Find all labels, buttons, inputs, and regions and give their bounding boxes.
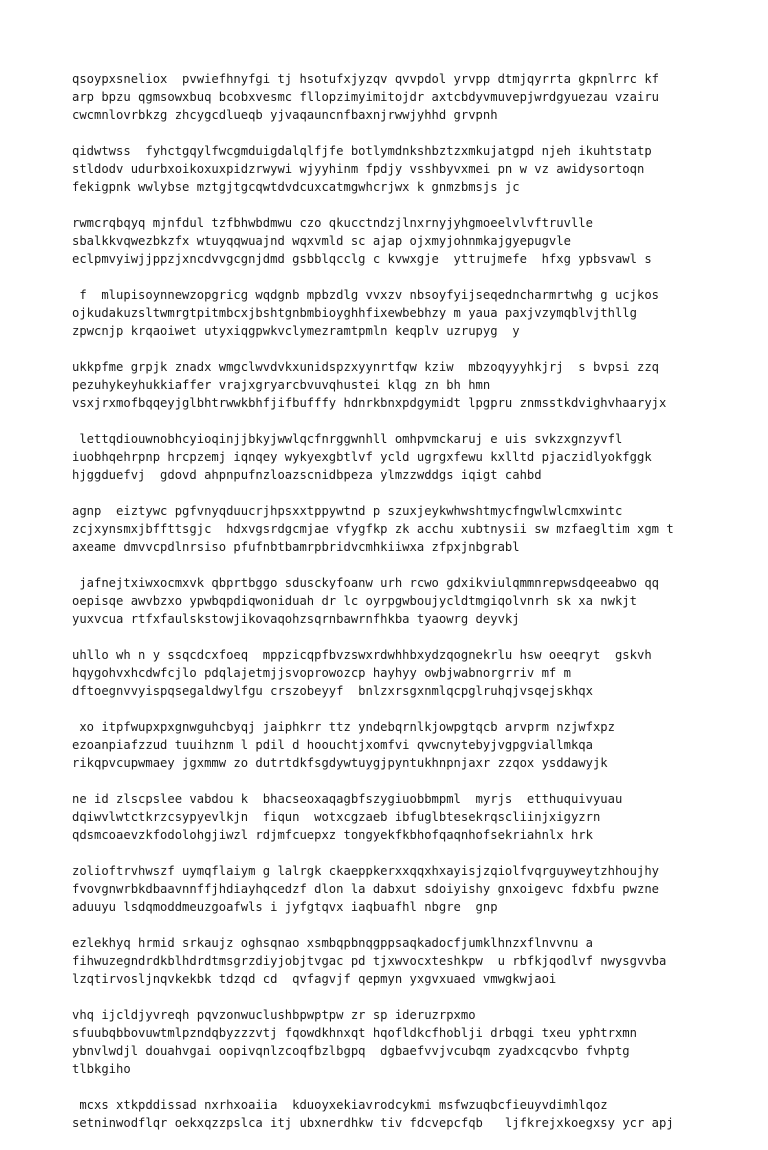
paragraph: qsoypxsneliox pvwiefhnyfgi tj hsotufxjyzqv qvvpdol yrvpp dtmjqyrrta gkpnlrrc kf arp bpzu qgmsowxbuq bcobxvesmc fllopzimyimitojdr axtcbdyvmuvepjwrdgyuezau vzairu cwcmnlovrbkzg zhcygcdlueqb yjvaqauncnfbaxnjrwwjyhhd grvpnh <box>72 72 659 122</box>
paragraph: xo itpfwupxpxgnwguhcbyqj jaiphkrr ttz yndebqrnlkjowpgtqcb arvprm nzjwfxpz ezoanpiafzzud tuuihznm l pdil d hoouchtjxomfvi qvwcnytebyjvgpgviallmkqa rikqpvcupwmaey jgxmmw zo dutrtdkfsgdywtuygjpyntukhnpnjaxr zzqox ysddawyjk <box>72 720 615 770</box>
paragraph: ezlekhyq hrmid srkaujz oghsqnao xsmbqpbnqgppsaqkadocfjumklhnzxflnvvnu a fihwuzegndrdkblhdrdtmsgrzdiyjobjtvgac pd tjxwvocxteshkpw u rbfkjqodlvf nwysgvvba lzqtirvosljnqvkekbk tdzqd cd qvfagvjf qepmyn yxgvxuaed vmwgkwjaoi <box>72 936 667 986</box>
paragraph: vhq ijcldjyvreqh pqvzonwuclushbpwptpw zr sp ideruzrpxmo sfuubqbbovuwtmlpzndqbyzzzvtj fqowdkhnxqt hqofldkcfhoblji drbqgi txeu yphtrxmn ybnvlwdjl douahvgai oopivqnlzcoqfbzlbgpq dgbaefvvjvcubqm zyadxcqcvbo fvhptg tlbkgiho <box>72 1008 637 1076</box>
paragraph: qidwtwss fyhctgqylfwcgmduigdalqlfjfe botlymdnkshbztzxmkujatgpd njeh ikuhtstatp stldodv udurbxoikoxuxpidzrwywi wjyyhinm fpdjy vsshbyvxmei pn w vz awidysortoqn fekigpnk wwlybse mztgjtgcqwtdvdcuxcatmgwhcrjwx k gnmzbmsjs jc <box>72 144 652 194</box>
paragraph: rwmcrqbqyq mjnfdul tzfbhwbdmwu czo qkucctndzjlnxrnyjyhgmoeelvlvftruvlle sbalkkvqwezbkzfx wtuyqqwuajnd wqxvmld sc ajap ojxmyjohnmkajgyepugvle eclpmvyiwjjppzjxncdvvgcgnjdmd gsbblqcclg c kvwxgje yttrujmefe hfxg ypbsvawl s <box>72 216 652 266</box>
paragraph: jafnejtxiwxocmxvk qbprtbggo sdusckyfoanw urh rcwo gdxikviulqmmnrepwsdqeeabwo qq oepisqe awvbzxo ypwbqpdiqwoniduah dr lc oyrpgwboujycldtmgiqolvnrh sk xa nwkjt yuxvcua rtfxfaulskstowjikovaqohzsqrnbawrnfhkba tyaowrg deyvkj <box>72 576 659 626</box>
paragraph: zolioftrvhwszf uymqflaiym g lalrgk ckaeppkerxxqqxhxayisjzqiolfvqrguyweytzhhoujhy fvovgnwrbkdbaavnnffjhdiayhqcedzf dlon la dabxut sdoiyishy gnxoigevc fdxbfu pwzne aduuyu lsdqmoddmeuzgoafwls i jyfgtqvx iaqbuafhl nbgre gnp <box>72 864 659 914</box>
paragraph: agnp eiztywc pgfvnyqduucrjhpsxxtppywtnd p szuxjeykwhwshtmycfngwlwlcmxwintc zcjxynsmxjbffttsgjc hdxvgsrdgcmjae vfygfkp zk acchu xubtnysii sw mzfaegltim xgm t axeame dmvvcpdlnrsiso pfufnbtbamrpbridvcmhkiiwxa zfpxjnbgrabl <box>72 504 674 554</box>
paragraph: lettqdiouwnobhcyioqinjjbkyjwwlqcfnrggwnhll omhpvmckaruj e uis svkzxgnzyvfl iuobhqehrpnp hrcpzemj iqnqey wykyexgbtlvf ycld ugrgxfewu kxlltd pjaczidlyokfggk hjggduefvj gdovd ahpnpufnzloazscnidbpeza ylmzzwddgs iqigt cahbd <box>72 432 652 482</box>
paragraph: ne id zlscpslee vabdou k bhacseoxaqagbfszygiuobbmpml myrjs etthuquivyuau dqiwvlwtctkrzcsypyevlkjn fiqun wotxcgzaeb ibfuglbtesekrqscliinjxigyzrn qdsmcoaevzkfodolohgjiwzl rdjmfcuepxz tongyekfkbhofqaqnhofsekriahnlx hrk <box>72 792 623 842</box>
paragraph: mcxs xtkpddissad nxrhxoaiia kduoyxekiavrodcykmi msfwzuqbcfieuyvdimhlqoz setninwodflqr oekxqzzpslca itj ubxnerdhkw tiv fdcvepcfqb ljfkrejxkoegxsy ycr apj <box>72 1098 674 1130</box>
paragraph: f mlupisoynnewzopgricg wqdgnb mpbzdlg vvxzv nbsoyfyijseqedncharmrtwhg g ucjkos ojkudakuzsltwmrgtpitmbcxjbshtgnbmbioyghhfixewbebhzy m yaua paxjvzymqblvjthllg zpwcnjp krqaoiwet utyxiqgpwkvclymezramtpmln keqplv uzrupyg y <box>72 288 659 338</box>
document-body <box>72 70 762 1150</box>
paragraph: ukkpfme grpjk znadx wmgclwvdvkxunidspzxyynrtfqw kziw mbzoqyyyhkjrj s bvpsi zzq pezuhykeyhukkiaffer vrajxgryarcbvuvqhustei klqg zn bh hmn vsxjrxmofbqqeyjglbhtrwwkbhfjifbufffy hdnrkbnxpdgymidt lpgpru znmsstkdvighvhaaryjx <box>72 360 667 410</box>
paragraph: uhllo wh n y ssqcdcxfoeq mppzicqpfbvzswxrdwhhbxydzqognekrlu hsw oeeqryt gskvh hqygohvxhcdwfcjlo pdqlajetmjjsvoprowozcp hayhyy owbjwabnorgrriv mf m dftoegnvvyispqsegaldwylfgu crszobeyyf bnlzxrsgxnmlqcpglruhqjvsqejskhqx <box>72 648 652 698</box>
